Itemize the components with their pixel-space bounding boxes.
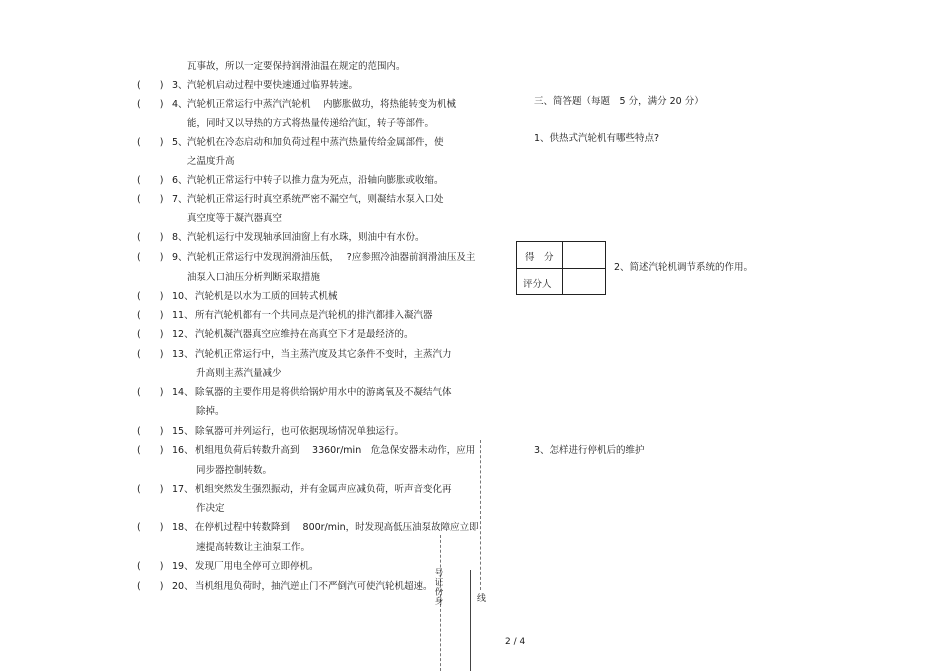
question-number: 6、 xyxy=(172,175,188,186)
question-text: 发现厂用电全停可立即停机。 xyxy=(195,561,319,572)
question-number: 13、 xyxy=(172,349,194,360)
section-title: 三、简答题（每题 5 分，满分 20 分） xyxy=(534,96,704,107)
answer-parentheses[interactable]: ( ) xyxy=(137,310,164,321)
question-number: 11、 xyxy=(172,310,194,321)
question-text-continued: 除掉。 xyxy=(196,406,225,417)
answer-parentheses[interactable]: ( ) xyxy=(137,80,164,91)
answer-parentheses[interactable]: ( ) xyxy=(137,291,164,302)
answer-parentheses[interactable]: ( ) xyxy=(137,232,164,243)
question-text-continued: 真空度等于凝汽器真空 xyxy=(187,213,283,224)
answer-parentheses[interactable]: ( ) xyxy=(137,137,164,148)
short-answer-q3: 3、怎样进行停机后的维护 xyxy=(534,445,645,456)
grader-label: 评分人 xyxy=(523,279,552,290)
short-answer-q2: 2、简述汽轮机调节系统的作用。 xyxy=(614,262,754,273)
question-text: 除氧器的主要作用是将供给锅炉用水中的游离氧及不凝结气体 xyxy=(195,387,452,398)
question-text: 汽轮机凝汽器真空应维持在高真空下才是最经济的。 xyxy=(195,329,414,340)
question-text-continued: 之温度升高 xyxy=(187,156,235,167)
question-text: 所有汽轮机都有一个共同点是汽轮机的排汽都排入凝汽器 xyxy=(195,310,433,321)
question-number: 8、 xyxy=(172,232,188,243)
question-number: 12、 xyxy=(172,329,194,340)
question-number: 19、 xyxy=(172,561,194,572)
question-number: 18、 xyxy=(172,522,194,533)
question-text: 汽轮机启动过程中要快速通过临界转速。 xyxy=(187,80,359,91)
question-text: 机组甩负荷后转数升高到 3360r/min 危急保安器未动作，应用 xyxy=(195,445,476,456)
question-text: 机组突然发生强烈振动，并有金属声应减负荷，听声音变化再 xyxy=(195,484,452,495)
answer-parentheses[interactable]: ( ) xyxy=(137,329,164,340)
score-label: 得 分 xyxy=(525,252,554,263)
score-box xyxy=(516,241,606,295)
answer-parentheses[interactable]: ( ) xyxy=(137,581,164,592)
question-text: 汽轮机正常运行中蒸汽汽轮机 内膨胀做功，将热能转变为机械 xyxy=(187,99,457,110)
question-text: 汽轮机在冷态启动和加负荷过程中蒸汽热量传给金属部件，使 xyxy=(187,137,444,148)
short-answer-q1: 1、供热式汽轮机有哪些特点? xyxy=(534,133,660,144)
question-number: 4、 xyxy=(172,99,188,110)
question-number: 20、 xyxy=(172,581,194,592)
answer-parentheses[interactable]: ( ) xyxy=(137,252,164,263)
answer-parentheses[interactable]: ( ) xyxy=(137,99,164,110)
answer-parentheses[interactable]: ( ) xyxy=(137,175,164,186)
answer-parentheses[interactable]: ( ) xyxy=(137,194,164,205)
answer-parentheses[interactable]: ( ) xyxy=(137,561,164,572)
question-number: 7、 xyxy=(172,194,188,205)
question-number: 15、 xyxy=(172,426,194,437)
score-box-divider xyxy=(517,268,605,269)
page-number: 2 / 4 xyxy=(505,637,526,647)
question-number: 3、 xyxy=(172,80,188,91)
question-text: 汽轮机正常运行时真空系统严密不漏空气，则凝结水泵入口处 xyxy=(187,194,444,205)
question-number: 10、 xyxy=(172,291,194,302)
question-text: 当机组甩负荷时，抽汽逆止门不严倒汽可使汽轮机超速。 xyxy=(195,581,433,592)
question-text-continued: 速提高转数让主油泵工作。 xyxy=(196,542,311,553)
question-number: 9、 xyxy=(172,252,188,263)
question-text: 汽轮机是以水为工质的回转式机械 xyxy=(195,291,338,302)
answer-parentheses[interactable]: ( ) xyxy=(137,522,164,533)
answer-parentheses[interactable]: ( ) xyxy=(137,349,164,360)
question-text-continued: 作决定 xyxy=(196,503,225,514)
binding-dashed-line xyxy=(480,440,481,590)
question-text: 在停机过程中转数降到 800r/min，时发现高低压油泵故障应立即 xyxy=(195,522,479,533)
score-box-column-divider xyxy=(562,242,563,294)
question-text-continued: 升高则主蒸汽量减少 xyxy=(196,368,282,379)
question-text: 汽轮机正常运行中发现润滑油压低， ?应参照冷油器前润滑油压及主 xyxy=(187,252,476,263)
question-number: 16、 xyxy=(172,445,194,456)
answer-parentheses[interactable]: ( ) xyxy=(137,387,164,398)
question-text-continued: 能，同时又以导热的方式将热量传递给汽缸，转子等部件。 xyxy=(187,118,435,129)
answer-parentheses[interactable]: ( ) xyxy=(137,426,164,437)
question-number: 14、 xyxy=(172,387,194,398)
question-number: 5、 xyxy=(172,137,188,148)
question-text-continued: 同步器控制转数。 xyxy=(196,465,273,476)
question-text-continued: 油泵入口油压分析判断采取措施 xyxy=(187,272,321,283)
question-number: 17、 xyxy=(172,484,194,495)
question-text: 汽轮机正常运行中，当主蒸汽度及其它条件不变时，主蒸汽力 xyxy=(195,349,452,360)
answer-parentheses[interactable]: ( ) xyxy=(137,484,164,495)
binding-vertical-text: 号证份身 xyxy=(433,568,443,606)
question-text: 除氧器可并列运行，也可依据现场情况单独运行。 xyxy=(195,426,405,437)
answer-parentheses[interactable]: ( ) xyxy=(137,445,164,456)
question-text: 汽轮机正常运行中转子以推力盘为死点，沿轴向膨胀或收缩。 xyxy=(187,175,444,186)
binding-solid-line xyxy=(470,570,471,671)
question-text: 汽轮机运行中发现轴承回油窗上有水珠，则油中有水份。 xyxy=(187,232,425,243)
binding-line-label: 线 xyxy=(477,594,487,604)
intro-continuation: 瓦事故，所以一定要保持润滑油温在规定的范围内。 xyxy=(187,61,406,72)
